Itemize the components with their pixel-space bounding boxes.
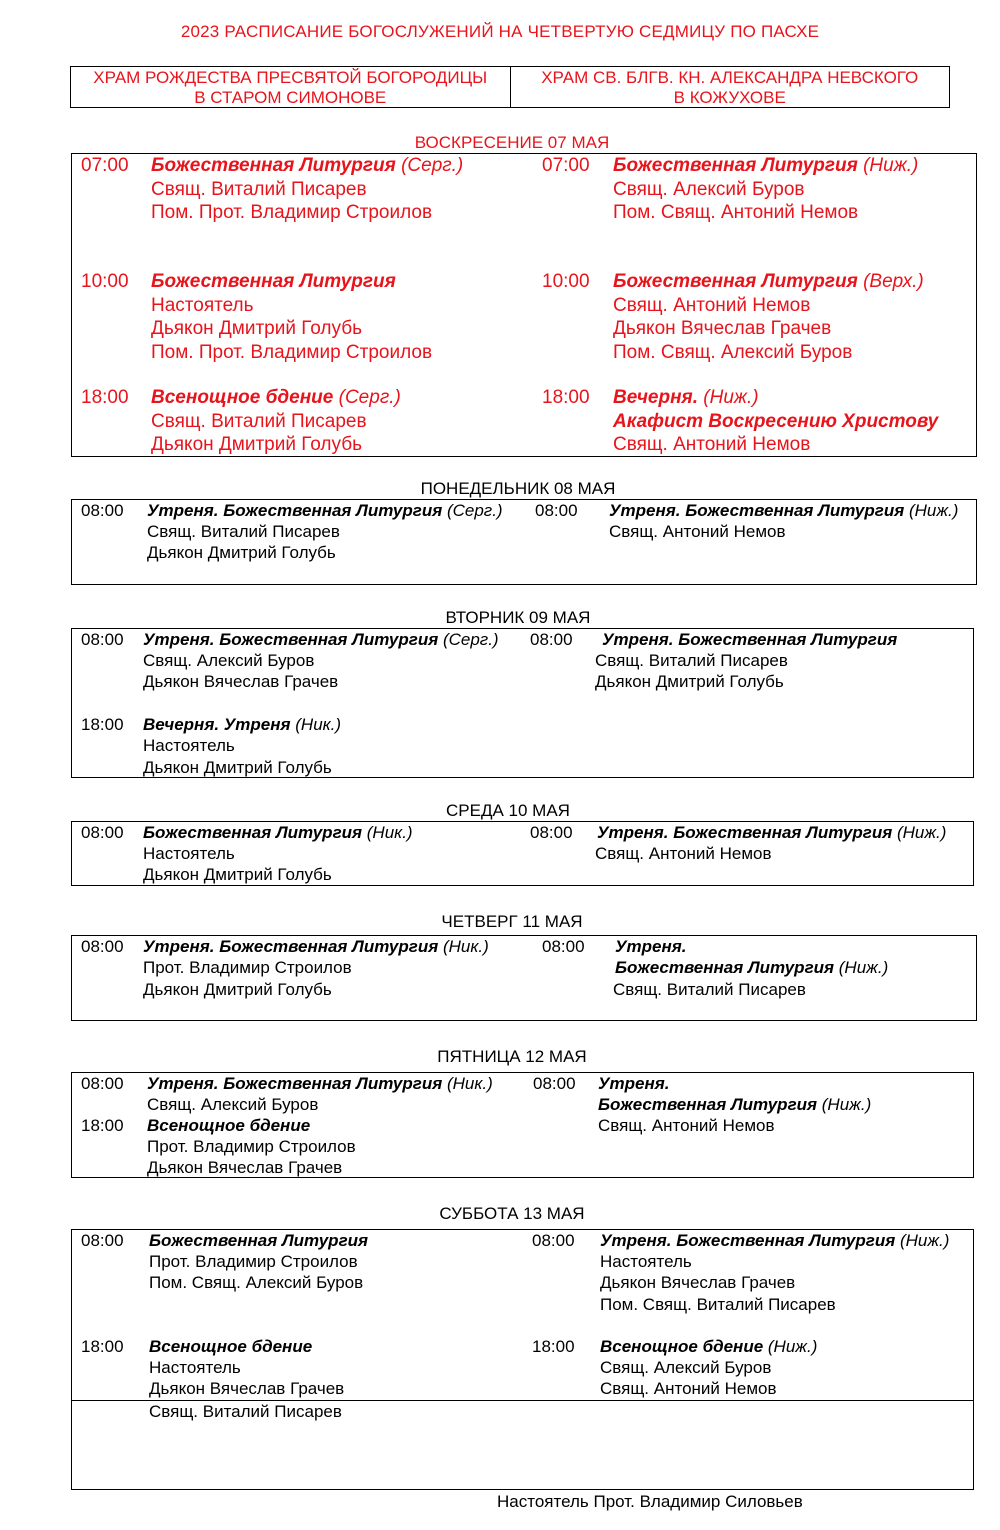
service-title: Утреня. Божественная Литургия (Ниж.) — [609, 501, 959, 520]
clergy-line: Прот. Владимир Строилов — [143, 958, 352, 977]
clergy-line: Пом. Прот. Владимир Строилов — [151, 342, 433, 363]
clergy-line: Свящ. Виталий Писарев — [595, 651, 788, 670]
clergy-line: Дьякон Вячеслав Грачев — [149, 1379, 345, 1398]
clergy-line: Настоятель — [143, 736, 235, 755]
clergy-line: Свящ. Алексий Буров — [147, 1095, 319, 1114]
church-right-line2: В КОЖУХОВЕ — [673, 88, 786, 107]
service-title-2: Божественная Литургия (Ниж.) — [615, 958, 889, 977]
clergy-line: Прот. Владимир Строилов — [147, 1137, 356, 1156]
church-left-line1: ХРАМ РОЖДЕСТВА ПРЕСВЯТОЙ БОГОРОДИЦЫ — [93, 68, 488, 87]
clergy-line: Настоятель — [143, 844, 235, 863]
church-left-line2: В СТАРОМ СИМОНОВЕ — [194, 88, 387, 107]
clergy-line: Дьякон Дмитрий Голубь — [143, 758, 332, 777]
clergy-line: Свящ. Алексий Буров — [143, 651, 315, 670]
clergy-line: Прот. Владимир Строилов — [149, 1252, 358, 1271]
clergy-line: Пом. Прот. Владимир Строилов — [151, 202, 433, 223]
clergy-line: Дьякон Вячеслав Грачев — [613, 318, 832, 339]
clergy-line: Дьякон Дмитрий Голубь — [151, 434, 362, 455]
service-title: Божественная Литургия (Ниж.) — [613, 155, 919, 176]
day-label-saturday: СУББОТА 13 МАЯ — [439, 1204, 585, 1223]
day-label-tuesday: ВТОРНИК 09 МАЯ — [445, 608, 591, 627]
service-title-2: Божественная Литургия (Ниж.) — [598, 1095, 872, 1114]
clergy-line: Настоятель — [151, 295, 254, 316]
day-label-thursday: ЧЕТВЕРГ 11 МАЯ — [441, 912, 583, 931]
service-title: Всенощное бдение — [147, 1116, 311, 1135]
service-title: Утреня. — [615, 937, 687, 956]
clergy-line: Дьякон Дмитрий Голубь — [143, 980, 332, 999]
clergy-line: Свящ. Антоний Немов — [598, 1116, 775, 1135]
clergy-line: Свящ. Антоний Немов — [609, 522, 786, 541]
service-title: Божественная Литургия — [149, 1231, 369, 1250]
service-title: Божественная Литургия (Верх.) — [613, 271, 924, 292]
clergy-line: Дьякон Дмитрий Голубь — [143, 865, 332, 884]
clergy-line: Пом. Свящ. Алексий Буров — [613, 342, 853, 363]
service-title: Божественная Литургия (Ник.) — [143, 823, 413, 842]
service-title: Утреня. Божественная Литургия — [602, 630, 898, 649]
clergy-line: Дьякон Вячеслав Грачев — [147, 1158, 343, 1177]
clergy-line: Пом. Свящ. Антоний Немов — [613, 202, 859, 223]
service-title: Утреня. — [598, 1074, 670, 1093]
clergy-line: Свящ. Антоний Немов — [613, 295, 811, 316]
clergy-line: Свящ. Алексий Буров — [600, 1358, 772, 1377]
service-time: 08:00 — [533, 1074, 576, 1093]
service-title: Утреня. Божественная Литургия (Ниж.) — [600, 1231, 950, 1250]
clergy-line: Дьякон Дмитрий Голубь — [151, 318, 362, 339]
service-time: 08:00 — [81, 1074, 124, 1093]
clergy-line: Дьякон Дмитрий Голубь — [595, 672, 784, 691]
service-time: 08:00 — [81, 823, 124, 842]
service-time: 18:00 — [81, 715, 124, 734]
clergy-line: Настоятель — [600, 1252, 692, 1271]
service-title: Всенощное бдение (Серг.) — [151, 387, 401, 408]
clergy-line: Свящ. Виталий Писарев — [149, 1402, 342, 1421]
clergy-line: Дьякон Дмитрий Голубь — [147, 543, 336, 562]
service-time: 08:00 — [81, 937, 124, 956]
clergy-line: Свящ. Виталий Писарев — [147, 522, 340, 541]
service-time: 08:00 — [81, 630, 124, 649]
service-time: 08:00 — [542, 937, 585, 956]
service-title: Утреня. Божественная Литургия (Ник.) — [143, 937, 489, 956]
service-title: Всенощное бдение — [149, 1337, 313, 1356]
church-left-header — [71, 67, 511, 107]
clergy-line: Пом. Свящ. Виталий Писарев — [600, 1295, 836, 1314]
service-time: 18:00 — [81, 1337, 124, 1356]
footer-signature: Настоятель Прот. Владимир Силовьев — [497, 1492, 803, 1511]
service-time: 10:00 — [542, 271, 590, 292]
service-title: Божественная Литургия — [151, 271, 396, 292]
church-right-header — [511, 67, 950, 107]
service-title-2: Акафист Воскресению Христову — [613, 411, 939, 432]
clergy-line: Свящ. Антоний Немов — [595, 844, 772, 863]
church-right-line1: ХРАМ СВ. БЛГВ. КН. АЛЕКСАНДРА НЕВСКОГО — [541, 68, 919, 87]
service-time: 08:00 — [81, 1231, 124, 1250]
service-time: 08:00 — [532, 1231, 575, 1250]
service-title: Утреня. Божественная Литургия (Серг.) — [147, 501, 503, 520]
clergy-line: Дьякон Вячеслав Грачев — [600, 1273, 796, 1292]
service-time: 07:00 — [542, 155, 590, 176]
service-time: 08:00 — [530, 823, 573, 842]
clergy-line: Дьякон Вячеслав Грачев — [143, 672, 339, 691]
clergy-line: Свящ. Виталий Писарев — [151, 179, 367, 200]
day-label-sunday: ВОСКРЕСЕНИЕ 07 МАЯ — [414, 133, 610, 152]
service-title: Вечерня. (Ниж.) — [613, 387, 759, 408]
service-title: Вечерня. Утреня (Ник.) — [143, 715, 342, 734]
clergy-line: Свящ. Виталий Писарев — [613, 980, 806, 999]
service-title: Всенощное бдение (Ниж.) — [600, 1337, 818, 1356]
service-time: 07:00 — [81, 155, 129, 176]
service-title: Утреня. Божественная Литургия (Серг.) — [143, 630, 499, 649]
clergy-line: Пом. Свящ. Алексий Буров — [149, 1273, 364, 1292]
clergy-line: Свящ. Алексий Буров — [613, 179, 805, 200]
service-title: Утреня. Божественная Литургия (Ниж.) — [597, 823, 947, 842]
service-time: 08:00 — [530, 630, 573, 649]
service-time: 18:00 — [81, 387, 129, 408]
clergy-line: Настоятель — [149, 1358, 241, 1377]
service-time: 10:00 — [81, 271, 129, 292]
service-time: 18:00 — [81, 1116, 124, 1135]
service-title: Утреня. Божественная Литургия (Ник.) — [147, 1074, 493, 1093]
page-title: 2023 РАСПИСАНИЕ БОГОСЛУЖЕНИЙ НА ЧЕТВЕРТУЮ СЕДМИЦУ ПО ПАСХЕ — [180, 22, 820, 41]
day-label-friday: ПЯТНИЦА 12 МАЯ — [437, 1047, 587, 1066]
service-title: Божественная Литургия (Серг.) — [151, 155, 464, 176]
clergy-line: Свящ. Антоний Немов — [600, 1379, 777, 1398]
church-header — [70, 66, 950, 108]
clergy-line: Свящ. Антоний Немов — [613, 434, 811, 455]
service-time: 18:00 — [542, 387, 590, 408]
clergy-line: Свящ. Виталий Писарев — [151, 411, 367, 432]
day-label-monday: ПОНЕДЕЛЬНИК 08 МАЯ — [420, 479, 616, 498]
service-time: 18:00 — [532, 1337, 575, 1356]
day-label-wednesday: СРЕДА 10 МАЯ — [446, 801, 570, 820]
service-time: 08:00 — [535, 501, 578, 520]
service-time: 08:00 — [81, 501, 124, 520]
